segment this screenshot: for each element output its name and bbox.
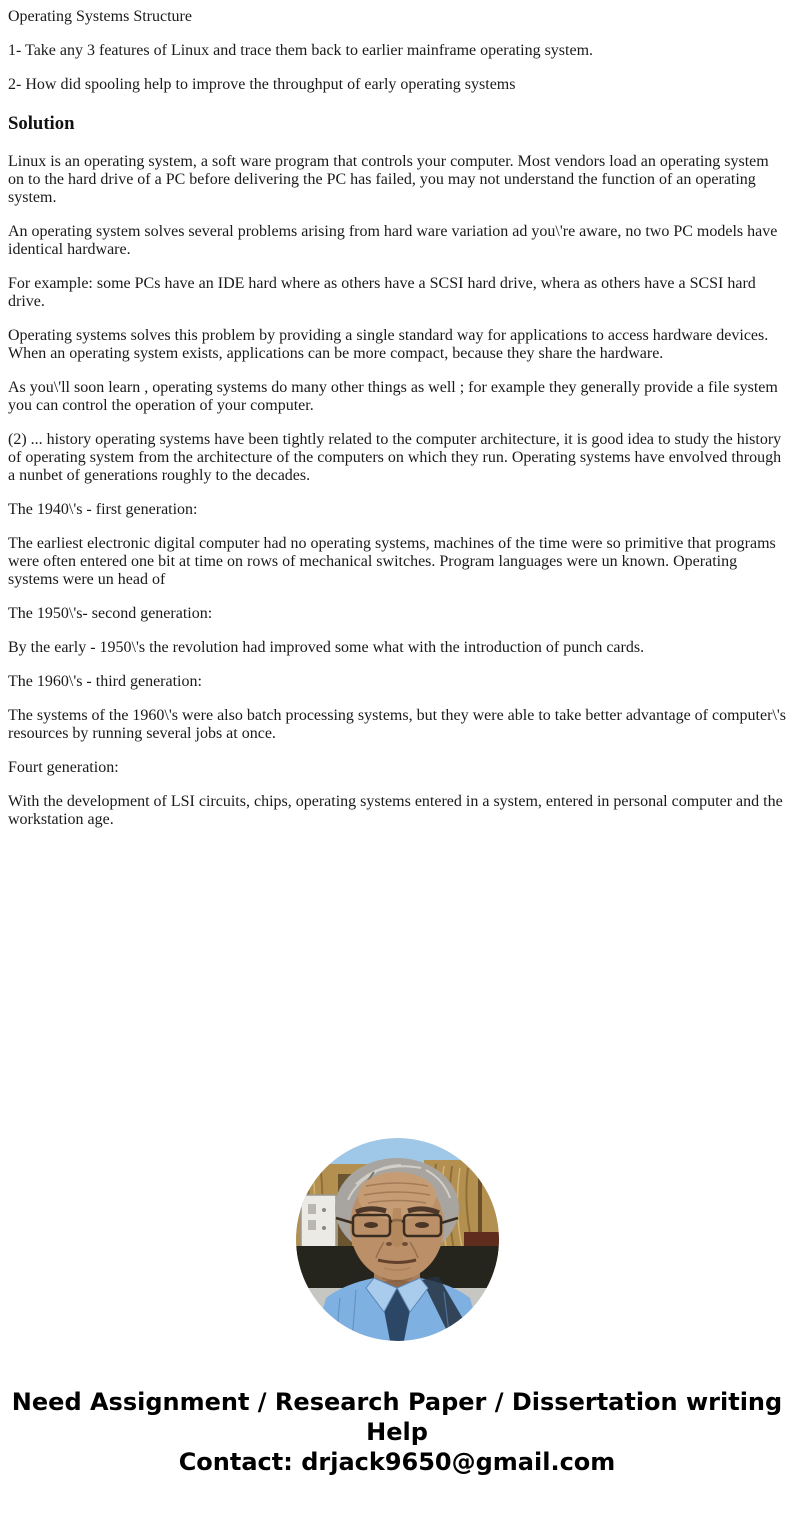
generation-heading-1950s: The 1950\'s- second generation: <box>8 604 213 622</box>
solution-paragraph-4: Operating systems solves this problem by providing a single standard way for applications to access hardware devices. When an operating system exists, applications can be more compact, because they share the hardware. <box>8 326 769 362</box>
banner-contact-text: Contact: drjack9650@gmail.com <box>178 1447 616 1476</box>
solution-paragraph-12: The systems of the 1960\'s were also batch processing systems, but they were able to take better advantage of computer\'s resources by running several jobs at once. <box>8 706 786 742</box>
help-banner <box>8 1387 786 1477</box>
solution-paragraph-8: The earliest electronic digital computer had no operating systems, machines of the time were so primitive that programs were often entered one bit at time on rows of mechanical switches. Program languages were un known. Operating systems were un head of <box>8 534 776 588</box>
solution-paragraph-1: Linux is an operating system, a soft ware program that controls your computer. Most vendors load an operating system on to the hard drive of a PC before delivering the PC has failed, you may not understand the function of an operating system. <box>8 152 769 206</box>
solution-paragraph-2: An operating system solves several problems arising from hard ware variation ad you\'re aware, no two PC models have identical hardware. <box>8 222 778 258</box>
solution-paragraph-10: By the early - 1950\'s the revolution had improved some what with the introduction of punch cards. <box>8 638 645 656</box>
generation-heading-1940s: The 1940\'s - first generation: <box>8 500 198 518</box>
instructor-photo-graphic <box>296 1138 499 1341</box>
solution-paragraph-6: (2) ... history operating systems have been tightly related to the computer architecture, it is good idea to study the history of operating system from the architecture of the computers on which they run. Operating systems have envolved through a nunbet of generations roughly to the decades. <box>8 430 782 484</box>
question-2: 2- How did spooling help to improve the throughput of early operating systems <box>8 76 516 93</box>
question-1: 1- Take any 3 features of Linux and trace them back to earlier mainframe operating system. <box>8 42 594 59</box>
solution-paragraph-5: As you\'ll soon learn , operating systems do many other things as well ; for example they generally provide a file system you can control the operation of your computer. <box>8 378 778 414</box>
banner-help-text: Need Assignment / Research Paper / Dissertation writing Help <box>11 1387 783 1446</box>
whitespace-spacer <box>8 845 786 1138</box>
solution-heading: Solution <box>8 112 75 134</box>
generation-heading-fourth: Fourt generation: <box>8 758 119 776</box>
solution-paragraph-3: For example: some PCs have an IDE hard where as others have a SCSI hard drive, whera as others have a SCSI hard drive. <box>8 274 756 310</box>
instructor-avatar <box>296 1138 499 1341</box>
doc-title: Operating Systems Structure <box>8 8 192 25</box>
solution-paragraph-14: With the development of LSI circuits, chips, operating systems entered in a system, entered in personal computer and the workstation age. <box>8 792 783 828</box>
document-body <box>8 8 786 829</box>
generation-heading-1960s: The 1960\'s - third generation: <box>8 672 202 690</box>
